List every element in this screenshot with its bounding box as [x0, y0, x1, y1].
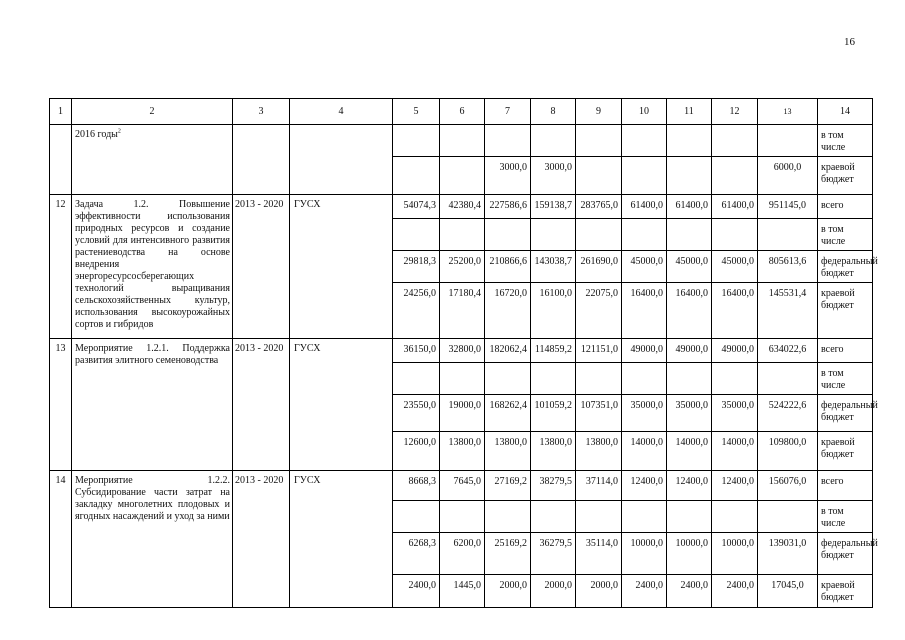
funding-source-cell: всего: [818, 339, 873, 363]
value-cell: 37114,0: [576, 471, 622, 501]
header-cell: 8: [531, 99, 576, 125]
funding-source-cell: в том числе: [818, 125, 873, 157]
value-cell: 143038,7: [531, 251, 576, 283]
value-cell: [485, 501, 531, 533]
value-cell: [712, 157, 758, 195]
period-cell: 2013 - 2020: [233, 471, 290, 608]
header-cell: 14: [818, 99, 873, 125]
funding-source-cell: краевой бюджет: [818, 432, 873, 471]
value-cell: [667, 219, 712, 251]
value-cell: [393, 501, 440, 533]
value-cell: 101059,2: [531, 395, 576, 432]
period-cell: 2013 - 2020: [233, 195, 290, 339]
header-cell: 9: [576, 99, 622, 125]
description-cell: Задача 1.2. Повышение эффективности использования природных ресурсов и создание условий для интенсивного развития растениеводства на основе внедрения энергоресурсосберегающих технологий выращивания сельскохозяйственных культур, использования высокоурожайных сортов и гибридов: [72, 195, 233, 339]
value-cell: 951145,0: [758, 195, 818, 219]
funding-source-cell: в том числе: [818, 363, 873, 395]
value-cell: [758, 501, 818, 533]
value-cell: [622, 157, 667, 195]
value-cell: 107351,0: [576, 395, 622, 432]
value-cell: 16400,0: [622, 283, 667, 339]
funding-source-cell: федеральный бюджет: [818, 533, 873, 575]
value-cell: 139031,0: [758, 533, 818, 575]
value-cell: 145531,4: [758, 283, 818, 339]
header-cell: 2: [72, 99, 233, 125]
description-cell: Мероприятие 1.2.2. Субсидирование части затрат на закладку многолетних плодовых и ягодных насаждений и уход за ними: [72, 471, 233, 608]
row-number-cell: 14: [50, 471, 72, 608]
value-cell: 12400,0: [667, 471, 712, 501]
funding-source-cell: краевой бюджет: [818, 283, 873, 339]
header-cell: 13: [758, 99, 818, 125]
header-cell: 12: [712, 99, 758, 125]
value-cell: [622, 125, 667, 157]
value-cell: 22075,0: [576, 283, 622, 339]
value-cell: 227586,6: [485, 195, 531, 219]
value-cell: 3000,0: [485, 157, 531, 195]
value-cell: [440, 125, 485, 157]
value-cell: 27169,2: [485, 471, 531, 501]
value-cell: 35000,0: [622, 395, 667, 432]
value-cell: 49000,0: [667, 339, 712, 363]
value-cell: 2400,0: [622, 575, 667, 608]
value-cell: [531, 363, 576, 395]
value-cell: 524222,6: [758, 395, 818, 432]
value-cell: 13800,0: [531, 432, 576, 471]
footnote-mark: 2: [117, 128, 121, 135]
row-number-cell: 13: [50, 339, 72, 471]
table-row: [50, 339, 873, 363]
value-cell: 61400,0: [622, 195, 667, 219]
value-cell: 2400,0: [393, 575, 440, 608]
value-cell: 1445,0: [440, 575, 485, 608]
value-cell: [576, 157, 622, 195]
value-cell: 14000,0: [667, 432, 712, 471]
value-cell: [485, 363, 531, 395]
value-cell: [667, 125, 712, 157]
funding-source-cell: всего: [818, 195, 873, 219]
header-cell: 5: [393, 99, 440, 125]
value-cell: [440, 219, 485, 251]
executor-cell: [290, 125, 393, 195]
value-cell: 42380,4: [440, 195, 485, 219]
table-row: [50, 195, 873, 219]
value-cell: [622, 219, 667, 251]
header-cell: 11: [667, 99, 712, 125]
table-row: [50, 125, 873, 157]
value-cell: [576, 125, 622, 157]
header-row: [50, 99, 873, 125]
value-cell: 13800,0: [440, 432, 485, 471]
value-cell: 14000,0: [622, 432, 667, 471]
table-row: [50, 471, 873, 501]
value-cell: [712, 219, 758, 251]
executor-cell: ГУСХ: [290, 195, 393, 339]
funding-source-cell: федеральный бюджет: [818, 395, 873, 432]
value-cell: [712, 501, 758, 533]
value-cell: 19000,0: [440, 395, 485, 432]
value-cell: 2400,0: [712, 575, 758, 608]
value-cell: 49000,0: [622, 339, 667, 363]
row-number-cell: 12: [50, 195, 72, 339]
value-cell: 23550,0: [393, 395, 440, 432]
value-cell: 17045,0: [758, 575, 818, 608]
description-text: 2016 годы: [75, 129, 118, 140]
value-cell: 45000,0: [667, 251, 712, 283]
period-cell: [233, 125, 290, 195]
value-cell: 35000,0: [667, 395, 712, 432]
value-cell: 13800,0: [485, 432, 531, 471]
value-cell: 210866,6: [485, 251, 531, 283]
value-cell: 38279,5: [531, 471, 576, 501]
header-cell: 6: [440, 99, 485, 125]
value-cell: 805613,6: [758, 251, 818, 283]
value-cell: [531, 125, 576, 157]
value-cell: [485, 219, 531, 251]
executor-cell: ГУСХ: [290, 471, 393, 608]
value-cell: 45000,0: [622, 251, 667, 283]
funding-source-cell: краевой бюджет: [818, 157, 873, 195]
value-cell: [712, 125, 758, 157]
funding-source-cell: всего: [818, 471, 873, 501]
description-cell: Мероприятие 1.2.1. Поддержка развития элитного семеноводства: [72, 339, 233, 471]
value-cell: 45000,0: [712, 251, 758, 283]
value-cell: [576, 501, 622, 533]
value-cell: [758, 363, 818, 395]
value-cell: 2000,0: [485, 575, 531, 608]
value-cell: 61400,0: [712, 195, 758, 219]
value-cell: [531, 501, 576, 533]
value-cell: 10000,0: [712, 533, 758, 575]
period-cell: 2013 - 2020: [233, 339, 290, 471]
value-cell: 8668,3: [393, 471, 440, 501]
value-cell: 121151,0: [576, 339, 622, 363]
value-cell: [393, 363, 440, 395]
header-cell: 4: [290, 99, 393, 125]
value-cell: 159138,7: [531, 195, 576, 219]
value-cell: [622, 501, 667, 533]
value-cell: 261690,0: [576, 251, 622, 283]
funding-source-cell: в том числе: [818, 501, 873, 533]
value-cell: 114859,2: [531, 339, 576, 363]
value-cell: [712, 363, 758, 395]
value-cell: 168262,4: [485, 395, 531, 432]
funding-source-cell: в том числе: [818, 219, 873, 251]
value-cell: 36150,0: [393, 339, 440, 363]
value-cell: [758, 125, 818, 157]
value-cell: [667, 157, 712, 195]
value-cell: 6268,3: [393, 533, 440, 575]
value-cell: 7645,0: [440, 471, 485, 501]
value-cell: 2000,0: [576, 575, 622, 608]
value-cell: [485, 125, 531, 157]
page-number: 16: [844, 36, 855, 48]
description-cell: [72, 125, 233, 195]
value-cell: 12400,0: [622, 471, 667, 501]
value-cell: 12600,0: [393, 432, 440, 471]
value-cell: 14000,0: [712, 432, 758, 471]
value-cell: [622, 363, 667, 395]
program-table: [49, 98, 878, 608]
value-cell: [576, 219, 622, 251]
value-cell: [393, 157, 440, 195]
value-cell: 16400,0: [712, 283, 758, 339]
value-cell: 54074,3: [393, 195, 440, 219]
value-cell: 32800,0: [440, 339, 485, 363]
value-cell: [531, 219, 576, 251]
value-cell: 10000,0: [667, 533, 712, 575]
value-cell: [393, 219, 440, 251]
value-cell: 13800,0: [576, 432, 622, 471]
value-cell: 156076,0: [758, 471, 818, 501]
value-cell: 36279,5: [531, 533, 576, 575]
value-cell: 2000,0: [531, 575, 576, 608]
value-cell: 182062,4: [485, 339, 531, 363]
header-cell: 10: [622, 99, 667, 125]
value-cell: 61400,0: [667, 195, 712, 219]
value-cell: [667, 363, 712, 395]
value-cell: 25200,0: [440, 251, 485, 283]
header-cell: 7: [485, 99, 531, 125]
value-cell: 3000,0: [531, 157, 576, 195]
value-cell: [576, 363, 622, 395]
value-cell: [440, 501, 485, 533]
value-cell: 17180,4: [440, 283, 485, 339]
value-cell: 16720,0: [485, 283, 531, 339]
header-cell: 3: [233, 99, 290, 125]
header-cell: 1: [50, 99, 72, 125]
value-cell: 2400,0: [667, 575, 712, 608]
value-cell: 634022,6: [758, 339, 818, 363]
funding-source-cell: краевой бюджет: [818, 575, 873, 608]
value-cell: 10000,0: [622, 533, 667, 575]
value-cell: 29818,3: [393, 251, 440, 283]
value-cell: 35000,0: [712, 395, 758, 432]
value-cell: 24256,0: [393, 283, 440, 339]
value-cell: [667, 501, 712, 533]
value-cell: [758, 219, 818, 251]
value-cell: 109800,0: [758, 432, 818, 471]
value-cell: [440, 363, 485, 395]
value-cell: 49000,0: [712, 339, 758, 363]
value-cell: 6200,0: [440, 533, 485, 575]
executor-cell: ГУСХ: [290, 339, 393, 471]
value-cell: 6000,0: [758, 157, 818, 195]
value-cell: 25169,2: [485, 533, 531, 575]
funding-source-cell: федеральный бюджет: [818, 251, 873, 283]
row-number-cell: [50, 125, 72, 195]
value-cell: 16100,0: [531, 283, 576, 339]
value-cell: 16400,0: [667, 283, 712, 339]
value-cell: 283765,0: [576, 195, 622, 219]
value-cell: 35114,0: [576, 533, 622, 575]
value-cell: [440, 157, 485, 195]
value-cell: 12400,0: [712, 471, 758, 501]
value-cell: [393, 125, 440, 157]
